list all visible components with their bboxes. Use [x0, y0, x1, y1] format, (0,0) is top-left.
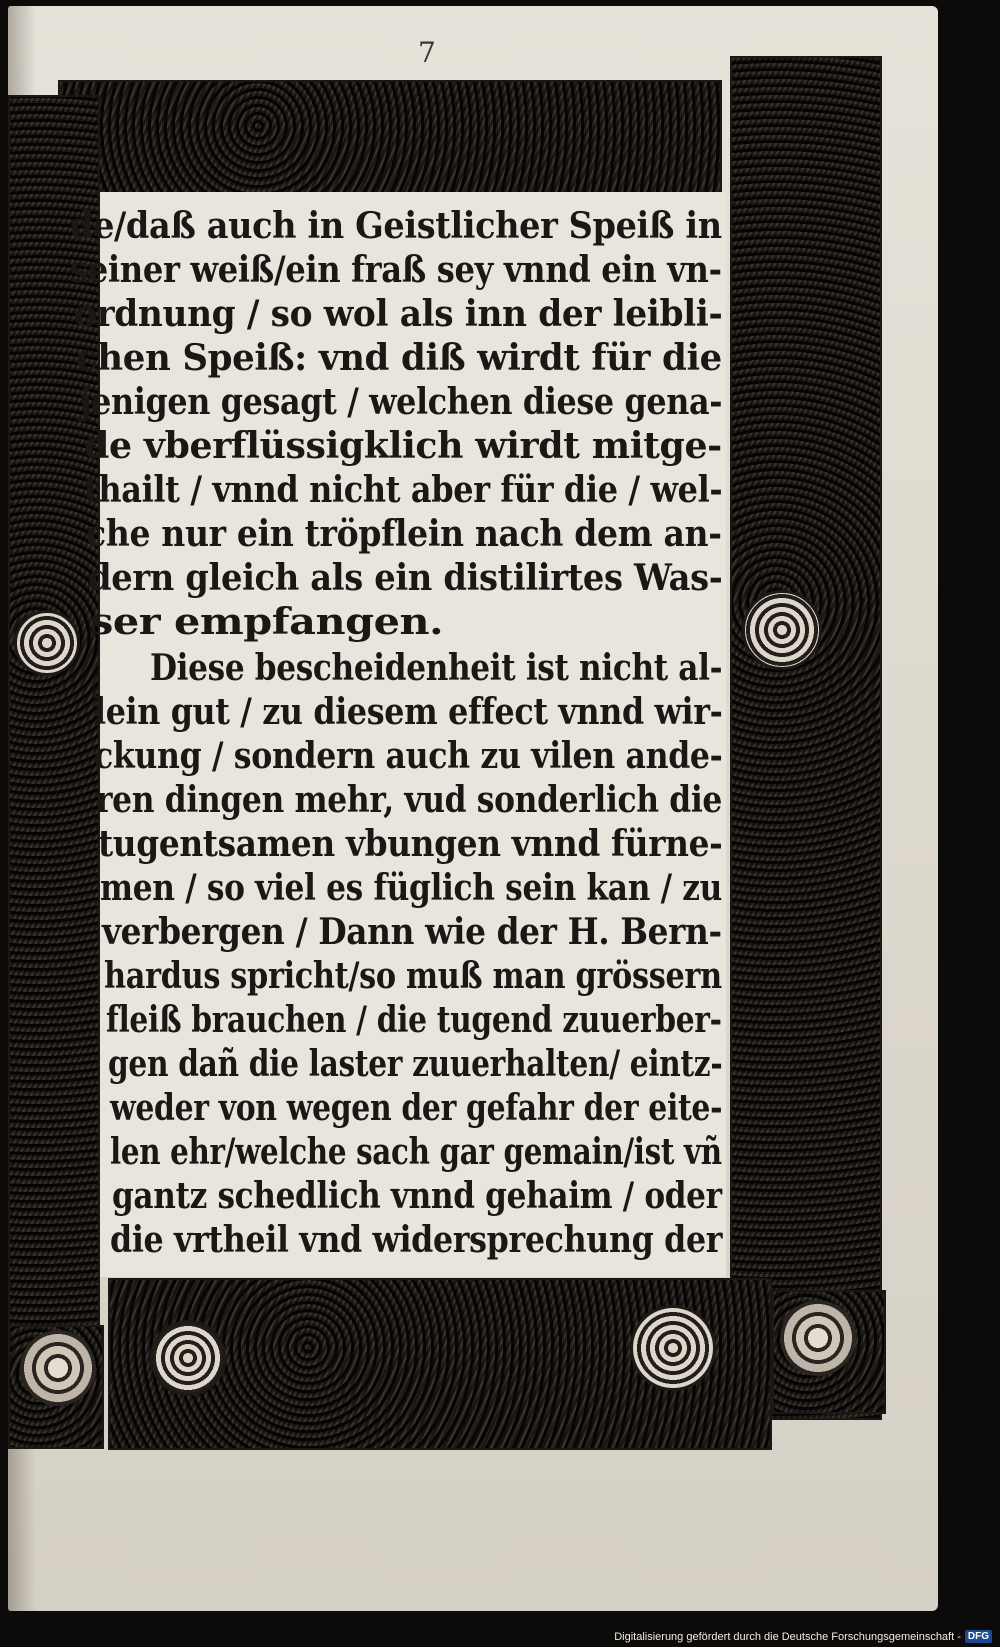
text-line: che nur ein tröpflein nach dem an- [86, 513, 722, 555]
text-line: len ehr/welche sach gar gemain/ist vñ [110, 1131, 722, 1173]
flower-rosette-icon [780, 1300, 856, 1376]
text-line: chen Speiß: vnd diß wirdt für die [76, 337, 722, 379]
text-line: lein gut / zu diesem effect vnnd wir- [94, 691, 723, 733]
text-line: thailt / vnnd nicht aber für die / wel- [84, 469, 723, 511]
text-line: Diese bescheidenheit ist nicht al- [150, 647, 723, 689]
text-line: seiner weiß/ein fraß sey vnnd ein vn- [70, 249, 722, 291]
scroll-ornament-icon [14, 610, 80, 676]
text-line: ckung / sondern auch zu vilen ande- [94, 735, 723, 777]
scroll-ornament-icon [630, 1305, 716, 1391]
text-line: ren dingen mehr, vud sonderlich die [96, 779, 722, 821]
text-line: de/daß auch in Geistlicher Speiß in [70, 205, 722, 247]
woodcut-border-top [58, 80, 722, 194]
text-line: hardus spricht/so muß man grössern [104, 955, 722, 997]
text-line: tugentsamen vbungen vnnd fürne- [98, 823, 723, 865]
text-line: ordnung / so wol als inn der leibli- [74, 293, 723, 335]
text-line: ser empfangen. [90, 601, 444, 643]
text-line: dern gleich als ein distilirtes Was- [88, 557, 723, 599]
text-line: gen dañ die laster zuuerhalten/ eintz- [108, 1043, 723, 1085]
woodcut-border-right [730, 56, 882, 1420]
text-line: de vberflüssigklich wirdt mitge- [84, 425, 722, 467]
text-line: men / so viel es füglich sein kan / zu [100, 867, 723, 909]
text-line: gantz schedlich vnnd gehaim / oder [112, 1175, 722, 1217]
scroll-ornament-icon [742, 590, 822, 670]
text-line: jenigen gesagt / welchen diese gena- [80, 381, 723, 423]
digitization-credit [614, 1630, 992, 1643]
scroll-ornament-icon [150, 1320, 226, 1396]
funding-credit-text: Digitalisierung gefördert durch die Deutsche Forschungsgemeinschaft - [614, 1630, 961, 1643]
text-line: weder von wegen der gefahr der eite- [110, 1087, 723, 1129]
page-number: 7 [418, 36, 436, 69]
text-line: verbergen / Dann wie der H. Bern- [102, 911, 722, 953]
dfg-logo: DFG [965, 1630, 992, 1643]
text-line: die vrtheil vnd widersprechung der [110, 1219, 723, 1261]
flower-rosette-icon [20, 1330, 96, 1406]
text-line: fleiß brauchen / die tugend zuuerber- [106, 999, 722, 1041]
